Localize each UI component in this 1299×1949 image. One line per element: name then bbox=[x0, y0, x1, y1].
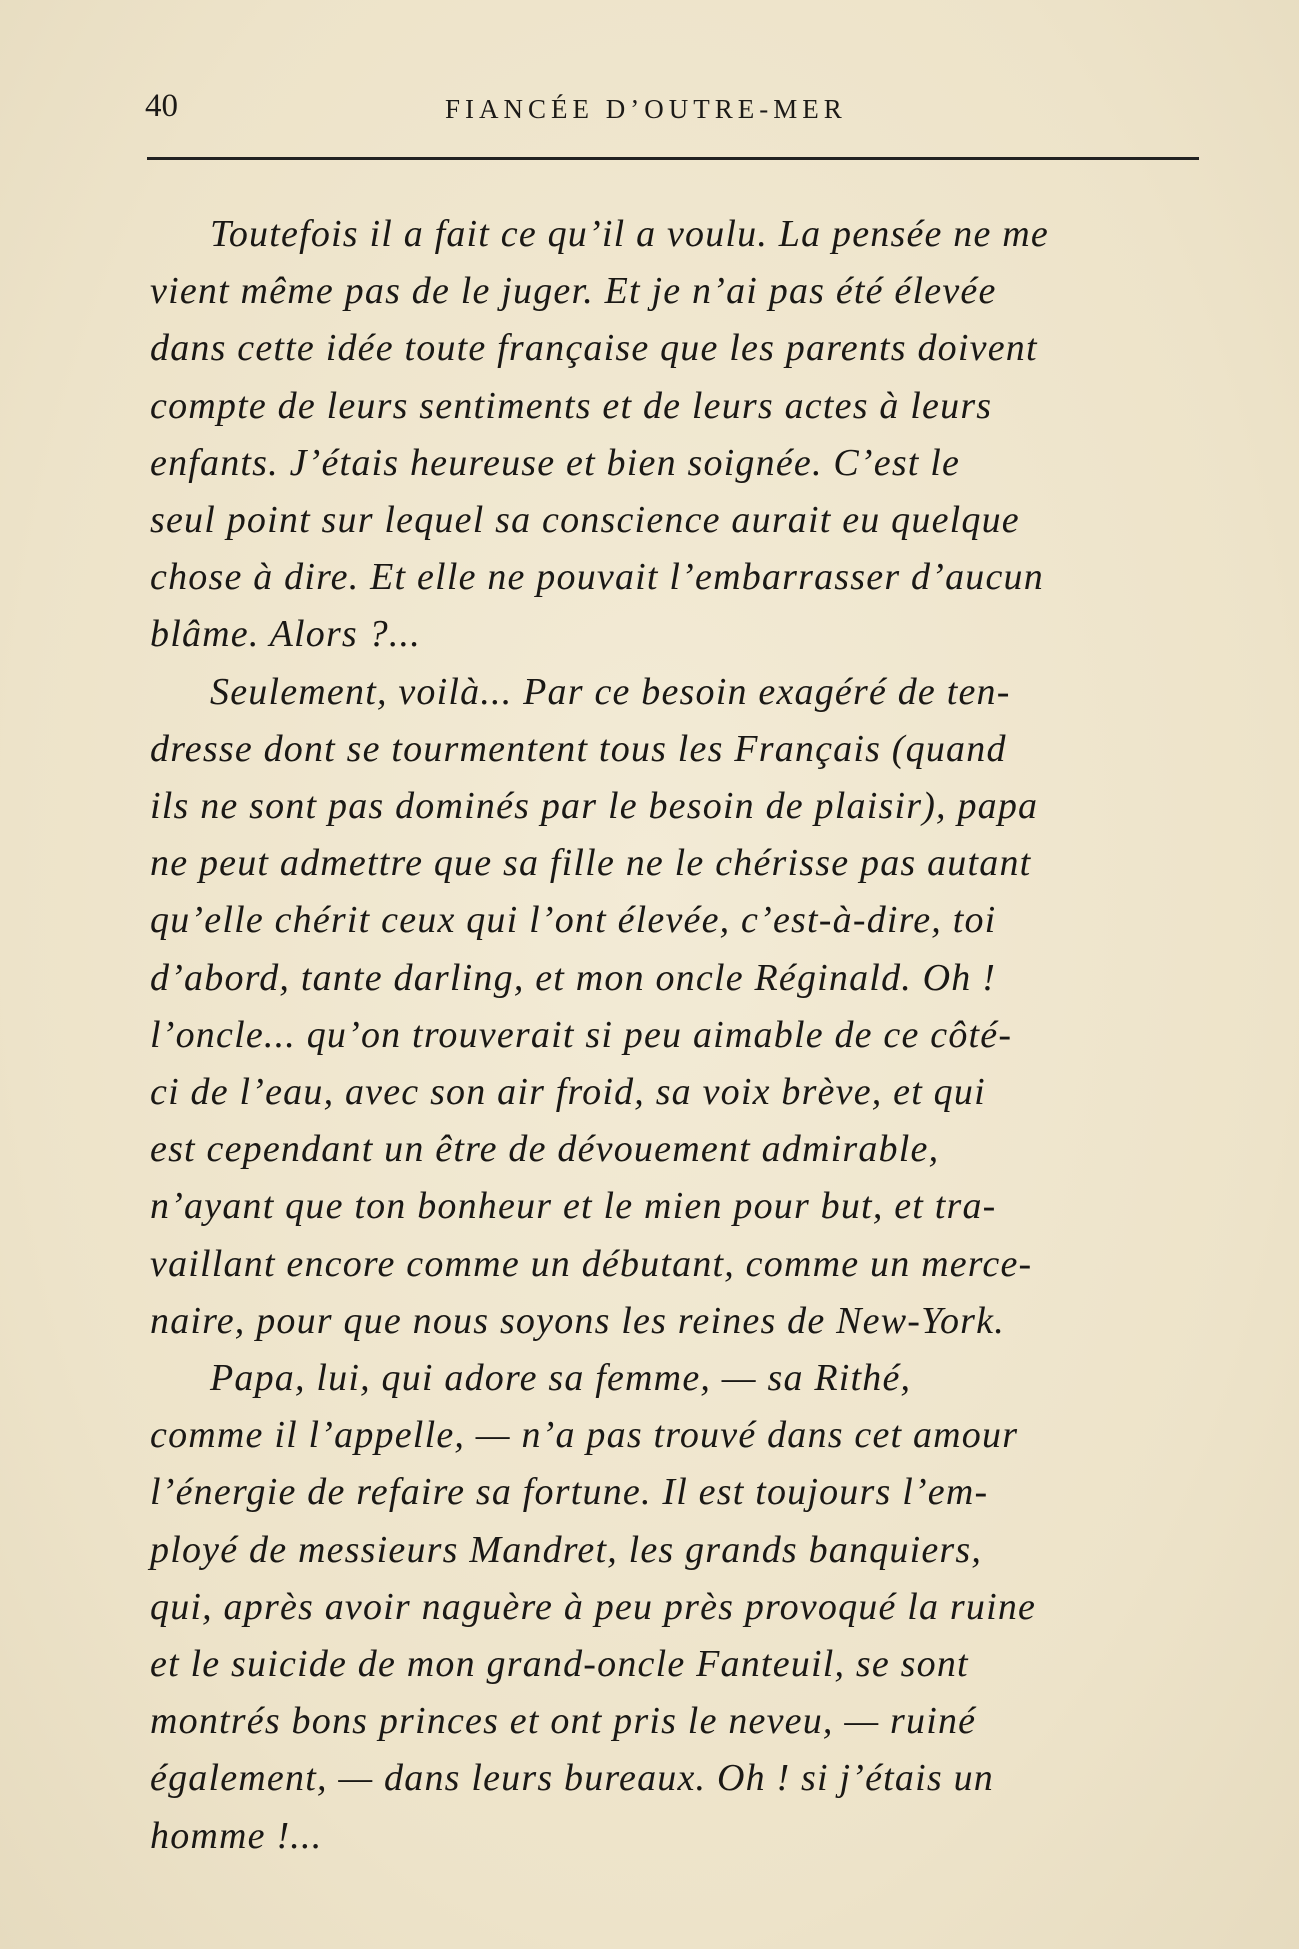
text-line: compte de leurs sentiments et de leurs actes à leurs bbox=[150, 385, 993, 427]
header-rule bbox=[147, 157, 1199, 160]
text-line: comme il l’appelle, — n’a pas trouvé dans cet amour bbox=[150, 1414, 1019, 1456]
text-line: d’abord, tante darling, et mon oncle Réginald. Oh ! bbox=[150, 957, 997, 999]
text-line: ployé de messieurs Mandret, les grands banquiers, bbox=[150, 1529, 983, 1571]
text-line: n’ayant que ton bonheur et le mien pour but, et tra- bbox=[150, 1185, 997, 1227]
text-line: ci de l’eau, avec son air froid, sa voix brève, et qui bbox=[150, 1071, 986, 1113]
text-line: et le suicide de mon grand-oncle Fanteuil, se sont bbox=[150, 1643, 969, 1685]
text-line: l’oncle... qu’on trouverait si peu aimable de ce côté- bbox=[150, 1014, 1013, 1056]
text-line: ne peut admettre que sa fille ne le chérisse pas autant bbox=[150, 842, 1032, 884]
text-line: naire, pour que nous soyons les reines de New-York. bbox=[150, 1300, 1005, 1342]
text-line: dresse dont se tourmentent tous les Français (quand bbox=[150, 728, 1007, 770]
text-line: Papa, lui, qui adore sa femme, — sa Rithé, bbox=[210, 1357, 912, 1399]
text-line: Seulement, voilà... Par ce besoin exagéré de ten- bbox=[210, 671, 1011, 713]
text-line: enfants. J’étais heureuse et bien soignée. C’est le bbox=[150, 442, 961, 484]
running-title: FIANCÉE D’OUTRE-MER bbox=[445, 94, 847, 124]
text-line: montrés bons princes et ont pris le neveu, — ruiné bbox=[150, 1700, 977, 1742]
text-line: blâme. Alors ?... bbox=[150, 613, 421, 655]
text-line: également, — dans leurs bureaux. Oh ! si j’étais un bbox=[150, 1757, 994, 1799]
text-line: Toutefois il a fait ce qu’il a voulu. La pensée ne me bbox=[210, 213, 1049, 255]
text-line: l’énergie de refaire sa fortune. Il est toujours l’em- bbox=[150, 1471, 989, 1513]
running-head bbox=[145, 88, 1205, 128]
text-line: chose à dire. Et elle ne pouvait l’embarrasser d’aucun bbox=[150, 556, 1044, 598]
text-line: vaillant encore comme un débutant, comme un merce- bbox=[150, 1243, 1033, 1285]
text-line: qu’elle chérit ceux qui l’ont élevée, c’est-à-dire, toi bbox=[150, 899, 997, 941]
text-line: qui, après avoir naguère à peu près provoqué la ruine bbox=[150, 1586, 1037, 1628]
text-line: homme !... bbox=[150, 1815, 323, 1857]
page-number: 40 bbox=[145, 88, 178, 124]
text-line: vient même pas de le juger. Et je n’ai pas été élevée bbox=[150, 270, 997, 312]
text-line: ils ne sont pas dominés par le besoin de plaisir), papa bbox=[150, 785, 1039, 827]
text-line: seul point sur lequel sa conscience aurait eu quelque bbox=[150, 499, 1020, 541]
text-line: est cependant un être de dévouement admirable, bbox=[150, 1128, 940, 1170]
text-line: dans cette idée toute française que les parents doivent bbox=[150, 327, 1038, 369]
